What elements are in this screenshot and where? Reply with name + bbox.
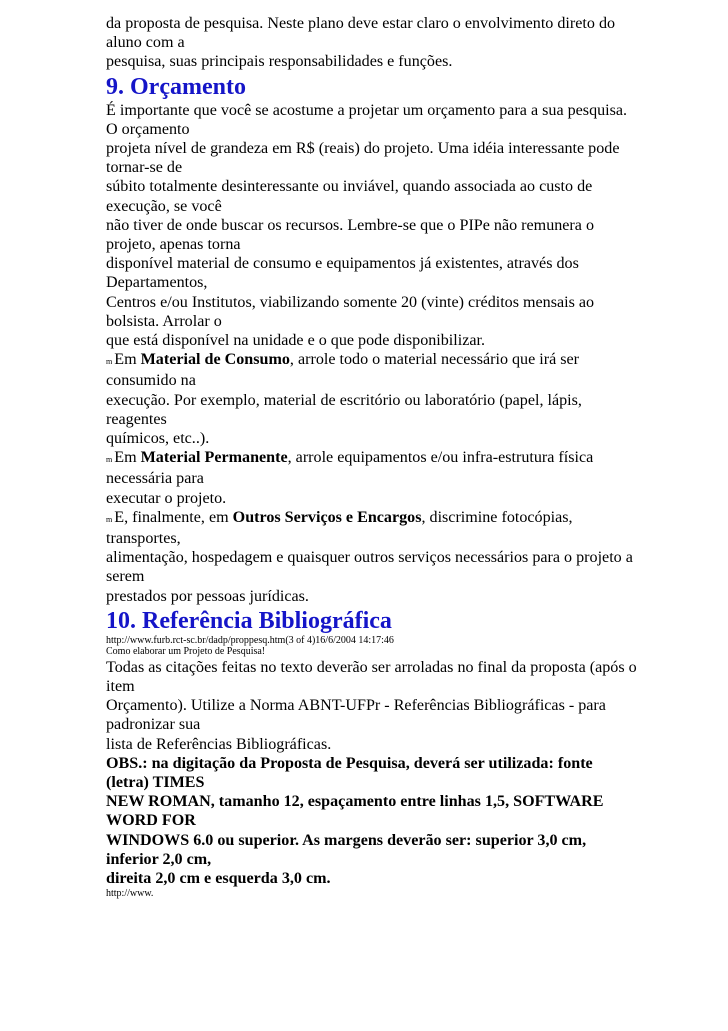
text-line: necessária para — [106, 470, 204, 488]
intro-paragraph — [106, 14, 680, 72]
text-line: projeto, apenas torna — [106, 236, 241, 254]
text-line: transportes, — [106, 530, 181, 548]
referencia-paragraph — [106, 658, 680, 754]
text-line: Centros e/ou Institutos, viabilizando somente 20 (vinte) créditos mensais ao — [106, 293, 595, 311]
text-line: projeta nível de grandeza em R$ (reais) do projeto. Uma idéia interessante pode — [106, 140, 620, 158]
text-line: disponível material de consumo e equipamentos já existentes, através dos — [106, 255, 579, 273]
bullet-line — [106, 508, 680, 529]
bullet-line — [106, 350, 680, 371]
text-line: lista de Referências Bibliográficas. — [106, 735, 332, 753]
text-line: WORD FOR — [106, 812, 196, 830]
text-line: executar o projeto. — [106, 489, 227, 507]
text-line: Todas as citações feitas no texto deverão ser arroladas no final da proposta (após o — [106, 658, 637, 676]
text-line: bolsista. Arrolar o — [106, 312, 222, 330]
text-line: (letra) TIMES — [106, 773, 205, 791]
bullet-bold-term: Outros Serviços e Encargos — [232, 508, 422, 526]
text-line: OBS.: na digitação da Proposta de Pesquisa, deverá ser utilizada: fonte — [106, 754, 593, 772]
bullet-item-consumo — [106, 350, 680, 448]
text-line: alimentação, hospedagem e quaisquer outros serviços necessários para o projeto a — [106, 549, 633, 567]
bullet-text: E, finalmente, em — [114, 508, 233, 526]
text-line: O orçamento — [106, 120, 190, 138]
section-heading-orcamento: 9. Orçamento — [106, 73, 246, 100]
orcamento-paragraph — [106, 101, 680, 351]
bullet-text: , arrole todo o material necessário que irá ser — [289, 351, 580, 369]
text-line: NEW ROMAN, tamanho 12, espaçamento entre linhas 1,5, SOFTWARE — [106, 793, 604, 811]
text-line: aluno com a — [106, 34, 185, 52]
text-line: consumido na — [106, 372, 196, 390]
end-url[interactable]: http://www. — [106, 888, 154, 900]
bullet-item-permanente — [106, 448, 680, 508]
text-line: execução, se você — [106, 197, 222, 215]
text-line: da proposta de pesquisa. Neste plano deve estar claro o envolvimento direto do — [106, 15, 616, 32]
text-line: É importante que você se acostume a projetar um orçamento para a sua pesquisa. — [106, 101, 628, 119]
bullet-text: Em — [114, 351, 141, 369]
text-line: tornar-se de — [106, 159, 183, 177]
text-line: item — [106, 677, 135, 695]
text-line: direita 2,0 cm e esquerda 3,0 cm. — [106, 869, 331, 887]
text-line: execução. Por exemplo, material de escritório ou laboratório (papel, lápis, — [106, 391, 582, 409]
bullet-mark: m — [106, 455, 113, 465]
obs-paragraph — [106, 754, 680, 888]
bullet-text: , discrimine fotocópias, — [421, 508, 573, 526]
bullet-line — [106, 448, 680, 469]
text-line: inferior 2,0 cm, — [106, 850, 212, 868]
section-heading-referencia: 10. Referência Bibliográfica — [106, 607, 392, 634]
text-line: não tiver de onde buscar os recursos. Lembre-se que o PIPe não remunera o — [106, 216, 595, 234]
text-line: Departamentos, — [106, 274, 208, 292]
bullet-text: , arrole equipamentos e/ou infra-estrutura física — [287, 449, 594, 467]
bullet-mark: m — [106, 514, 113, 524]
text-line: Orçamento). Utilize a Norma ABNT-UFPr - Referências Bibliográficas - para — [106, 697, 606, 715]
document-page — [106, 14, 680, 900]
bullet-item-outros — [106, 508, 680, 606]
bullet-text: Em — [114, 449, 141, 467]
bullet-mark: m — [106, 357, 113, 367]
bullet-bold-term: Material Permanente — [140, 449, 288, 467]
text-line: que está disponível na unidade e o que pode disponibilizar. — [106, 332, 486, 350]
page-footer-url: http://www.furb.rct-sc.br/dadp/proppesq.htm(3 of 4)16/6/2004 14:17:46 — [106, 634, 394, 646]
bullet-bold-term: Material de Consumo — [140, 351, 290, 369]
text-line: pesquisa, suas principais responsabilidades e funções. — [106, 53, 453, 71]
text-line: súbito totalmente desinteressante ou inviável, quando associada ao custo de — [106, 178, 593, 196]
text-line: serem — [106, 568, 145, 586]
text-line: químicos, etc..). — [106, 430, 210, 448]
text-line: WINDOWS 6.0 ou superior. As margens deverão ser: superior 3,0 cm, — [106, 831, 587, 849]
text-line: reagentes — [106, 410, 167, 428]
text-line: padronizar sua — [106, 716, 201, 734]
text-line: prestados por pessoas jurídicas. — [106, 587, 309, 605]
page-footer-title: Como elaborar um Projeto de Pesquisa! — [106, 646, 266, 658]
